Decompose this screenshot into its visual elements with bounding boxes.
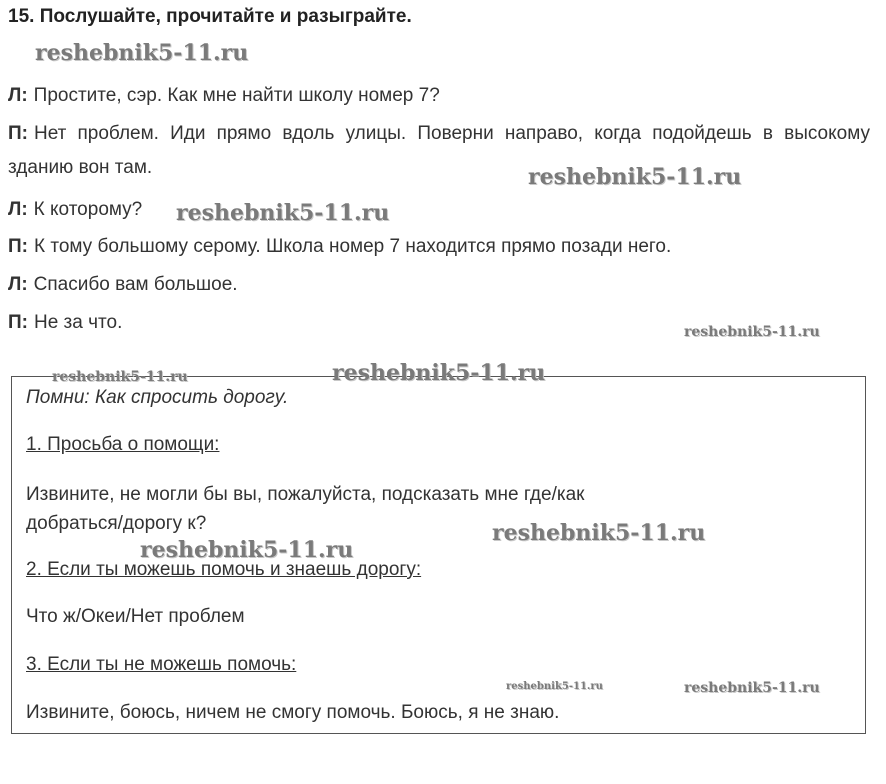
section-text: Что ж/Океи/Нет проблем [26,606,245,627]
section-heading: 2. Если ты можешь помочь и знаешь дорогу: [26,559,422,580]
watermark: reshebnik5-11.ru [35,40,249,66]
watermark: reshebnik5-11.ru [506,681,603,692]
dialogue-line [8,306,122,340]
section-text: Извините, боюсь, ничем не смогу помочь. Боюсь, я не знаю. [26,702,560,723]
speaker-label: Л: [8,274,28,295]
watermark: reshebnik5-11.ru [332,360,546,386]
section-heading: 3. Если ты не можешь помочь: [26,654,297,675]
dialogue-line [8,268,238,302]
dialogue-line [8,230,671,264]
watermark: reshebnik5-11.ru [684,680,820,696]
speaker-label: П: [8,236,28,257]
dialogue-text: Простите, сэр. Как мне найти школу номер 7? [33,85,440,106]
section-text: добраться/дорогу к? [26,513,207,534]
exercise-heading: 15. Послушайте, прочитайте и разыграйте. [8,6,412,27]
watermark: reshebnik5-11.ru [176,200,390,226]
dialogue-text: К тому большому серому. Школа номер 7 находится прямо позади него. [33,236,672,257]
watermark: reshebnik5-11.ru [684,324,820,340]
watermark: reshebnik5-11.ru [492,520,706,546]
watermark: reshebnik5-11.ru [528,164,742,190]
box-title: Помни: Как спросить дорогу. [26,387,289,408]
speaker-label: Л: [8,85,28,106]
dialogue-line [8,193,142,227]
speaker-label: Л: [8,199,28,220]
dialogue-text: К которому? [33,199,143,220]
watermark: reshebnik5-11.ru [140,537,354,563]
dialogue-line [8,79,440,113]
watermark: reshebnik5-11.ru [52,369,188,385]
section-text: Извините, не могли бы вы, пожалуйста, подсказать мне где/как [26,484,585,505]
dialogue-text: Нет проблем. Иди прямо вдоль улицы. Поверни направо, когда подойдешь в высокому зданию вон там. [8,123,870,178]
section-heading: 1. Просьба о помощи: [26,434,220,455]
dialogue-text: Не за что. [33,312,123,333]
dialogue-text: Спасибо вам большое. [33,274,238,295]
speaker-label: П: [8,312,28,333]
speaker-label: П: [8,123,28,144]
